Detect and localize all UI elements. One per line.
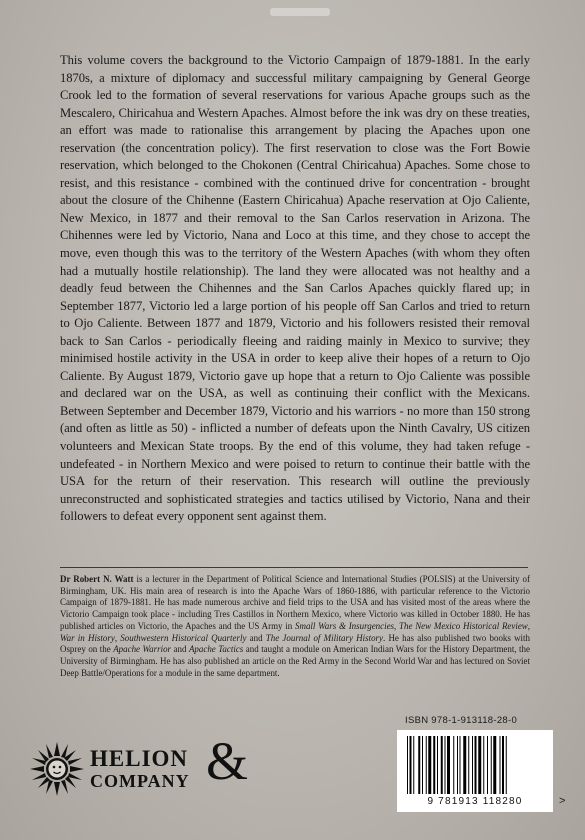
- sun-emblem-icon: [30, 742, 84, 796]
- publisher-logo: [30, 731, 330, 816]
- barcode-bars: [403, 736, 547, 794]
- barcode-bar: [441, 736, 443, 794]
- barcode-bar: [487, 736, 488, 794]
- book-title: Apache Warrior: [113, 644, 172, 655]
- barcode-bar: [428, 736, 431, 794]
- section-divider: [60, 567, 528, 568]
- bio-text-4: and taught a module on American Indian Wars for the History Department, the University of Birmingham. He has also published an article on the Red Army in the Second World War and has lectured on Soviet Deep Battle/Operations for a module in the same department.: [60, 644, 530, 678]
- journal-title: The New Mexico Historical Review: [399, 620, 528, 631]
- author-biography: [60, 574, 530, 679]
- barcode-bar: [426, 736, 427, 794]
- barcode-bar: [472, 736, 473, 794]
- barcode-bar: [500, 736, 501, 794]
- barcode-bar: [422, 736, 423, 794]
- book-title: Apache Tactics: [188, 644, 244, 655]
- bio-text-2: . He has also published two books with Osprey on the: [60, 632, 530, 655]
- barcode-bar: [475, 736, 477, 794]
- journal-title: War in History: [60, 632, 115, 643]
- barcode-bar: [457, 736, 458, 794]
- barcode-arrow: >: [559, 795, 566, 807]
- barcode-bar: [407, 736, 408, 794]
- bio-separator: ,: [394, 620, 400, 631]
- barcode-bar: [445, 736, 446, 794]
- book-description: This volume covers the background to the Victorio Campaign of 1879-1881. In the early 1870s, a mixture of diplomacy and successful military campaigning by General George Crook led to the formation of several reservations for various Apache groups such as the Mescalero, Chiricahua and Western Apaches. Almost before the ink was dry on these treaties, an effort was made to rationalise this arrangement by placing the Apaches upon one reservation (the concentration policy). The first reservation to close was the Fort Bowie reservation, which belonged to the Chokonen (Central Chiricahua) Apaches. Some chose to resist, and this resistance - combined with the continued drive for concentration - brought about the closure of the Chihenne (Eastern Chiricahua) Apache reservation at Ojo Caliente, New Mexico, in 1877 and their removal to the San Carlos reservation in Arizona. The Chihennes were led by Victorio, Nana and Loco at this time, and they chose to accept the move, even though this was to the territory of the Western Apaches (with whom they often had a mutually hostile relationship). The land they were allocated was not healthy and a deadly feud between the Chihennes and the San Carlos Apaches quickly flared up; in September 1877, Victorio led a large portion of his people off San Carlos and tried to return to Ojo Caliente. Between 1877 and 1879, Victorio and his followers resisted their removal back to San Carlos - periodically fleeing and raiding mainly in Mexico to survive; they minimised hostile activity in the USA in order to keep alive their hopes of a return to Ojo Caliente. By August 1879, Victorio gave up hope that a return to Ojo Caliente was possible and declared war on the USA, as well as continuing their conflict with the Mexicans. Between September and December 1879, Victorio and his warriors - no more than 150 strong (and often as little as 50) - inflicted a number of defeats upon the Ninth Cavalry, US citizen volunteers and Mexican State troops. By the end of this volume, they had taken refuge - undefeated - in Northern Mexico and were poised to return to continue their battle with the USA for the return of their reservation. This research will outline the previously unreconstructed and sophisticated strategies and tactics utilised by Victorio, Nana and their followers to defeat every opponent sent against them.: [60, 53, 530, 524]
- barcode-bar: [483, 736, 484, 794]
- barcode-bar: [413, 736, 414, 794]
- publisher-ampersand: &: [206, 731, 249, 791]
- barcode-bar: [463, 736, 466, 794]
- barcode-bar: [493, 736, 496, 794]
- author-name: Dr Robert N. Watt: [60, 574, 134, 584]
- barcode-bar: [447, 736, 450, 794]
- barcode-bar: [491, 736, 492, 794]
- journal-title: The Journal of Military History: [265, 632, 383, 643]
- barcode-bar: [502, 736, 504, 794]
- publisher-name-line2: COMPANY: [90, 771, 190, 791]
- bio-separator: ,: [527, 620, 530, 631]
- isbn-label: ISBN 978-1-913118-28-0: [405, 715, 518, 726]
- barcode-digits: 9 781913 118280: [427, 796, 523, 807]
- journal-title: Southwestern Historical Quarterly: [120, 632, 247, 643]
- isbn-barcode: [397, 730, 553, 812]
- bio-text-1: is a lecturer in the Department of Political Science and International Studies (POLSIS) at the University of Birmingham, UK. His main area of research is into the Apache Wars of 1860-1886, with particular reference to the Victorio Campaign of 1879-1881. He has made numerous archive and field trips to the USA and has visited most of the areas where the Victorio Campaign took place - including Tres Castillos in Northern Mexico, where Victorio was killed in October 1880. He has published articles on Victorio, the Apaches and the US Army in: [60, 574, 530, 631]
- bio-separator: and: [246, 632, 266, 643]
- bio-separator: ,: [114, 632, 121, 643]
- barcode-bar: [453, 736, 454, 794]
- barcode-bar: [410, 736, 412, 794]
- barcode-bar: [460, 736, 461, 794]
- publisher-name-line1: HELION: [90, 746, 189, 771]
- barcode-bar: [418, 736, 420, 794]
- journal-title: Small Wars & Insurgencies: [295, 620, 395, 631]
- barcode-bar: [437, 736, 438, 794]
- bio-text-3: and: [171, 644, 189, 655]
- publisher-name: [90, 748, 190, 792]
- barcode-bar: [433, 736, 435, 794]
- barcode-bar: [478, 736, 481, 794]
- barcode-bar: [468, 736, 469, 794]
- top-decoration: [270, 8, 330, 16]
- barcode-bar: [506, 736, 507, 794]
